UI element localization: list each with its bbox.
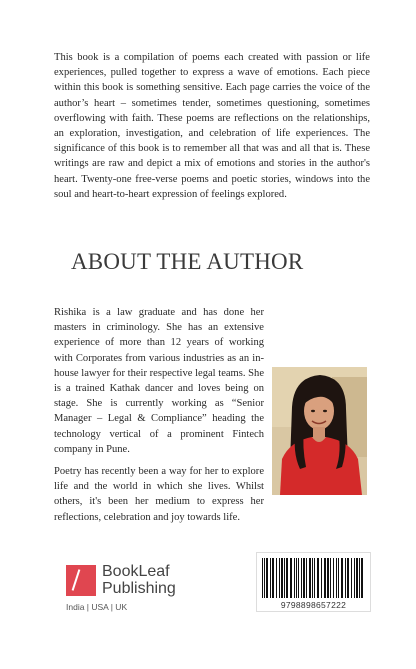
- publisher-tagline: India | USA | UK: [66, 602, 128, 612]
- book-blurb: This book is a compilation of poems each created with passion or life experiences, pulled together to express a wave of emotions. Each piece within this book is something sensitive. Each page carries the voice of the author’s heart – sometimes tender, sometimes questioning, sometimes overflowing with faith. These poems are reflections on the relationships, an exploration, investigation, and celebration of life experiences. The significance of this book is to remember all that was and all that is. These writings are raw and depict a mix of emotions and stories in the author's heart. Twenty-one free-verse poems and poetic stories, windows into the soul and heart-to-heart expression of feelings explored.: [54, 52, 370, 200]
- isbn-barcode: [256, 552, 371, 612]
- publisher-name-line2: Publishing: [102, 580, 176, 597]
- author-bio-paragraph-2: Poetry has recently been a way for her to explore life and the world in which she lives. Whilst others, it's been her medium to express her reflections, celebration and joy towards life.: [54, 466, 264, 523]
- publisher-slash-icon: [66, 565, 96, 596]
- author-photo: [272, 367, 367, 495]
- about-author-heading: ABOUT THE AUTHOR: [71, 249, 304, 274]
- publisher-logo: [66, 563, 206, 623]
- isbn-number: 9798898657222: [280, 600, 347, 610]
- publisher-name-line1: BookLeaf: [102, 563, 170, 580]
- author-bio-paragraph-1: Rishika is a law graduate and has done her masters in criminology. She has an extensive experience of more than 12 years of working with Corporates from various industries as an in-house lawyer for their respective legal teams. She is a trained Kathak dancer and loves being on stage. She is currently working as “Senior Manager – Legal & Compliance” heading the technology vertical of a prominent Fintech company in Pune.: [54, 307, 264, 455]
- barcode-bars-icon: [261, 558, 366, 598]
